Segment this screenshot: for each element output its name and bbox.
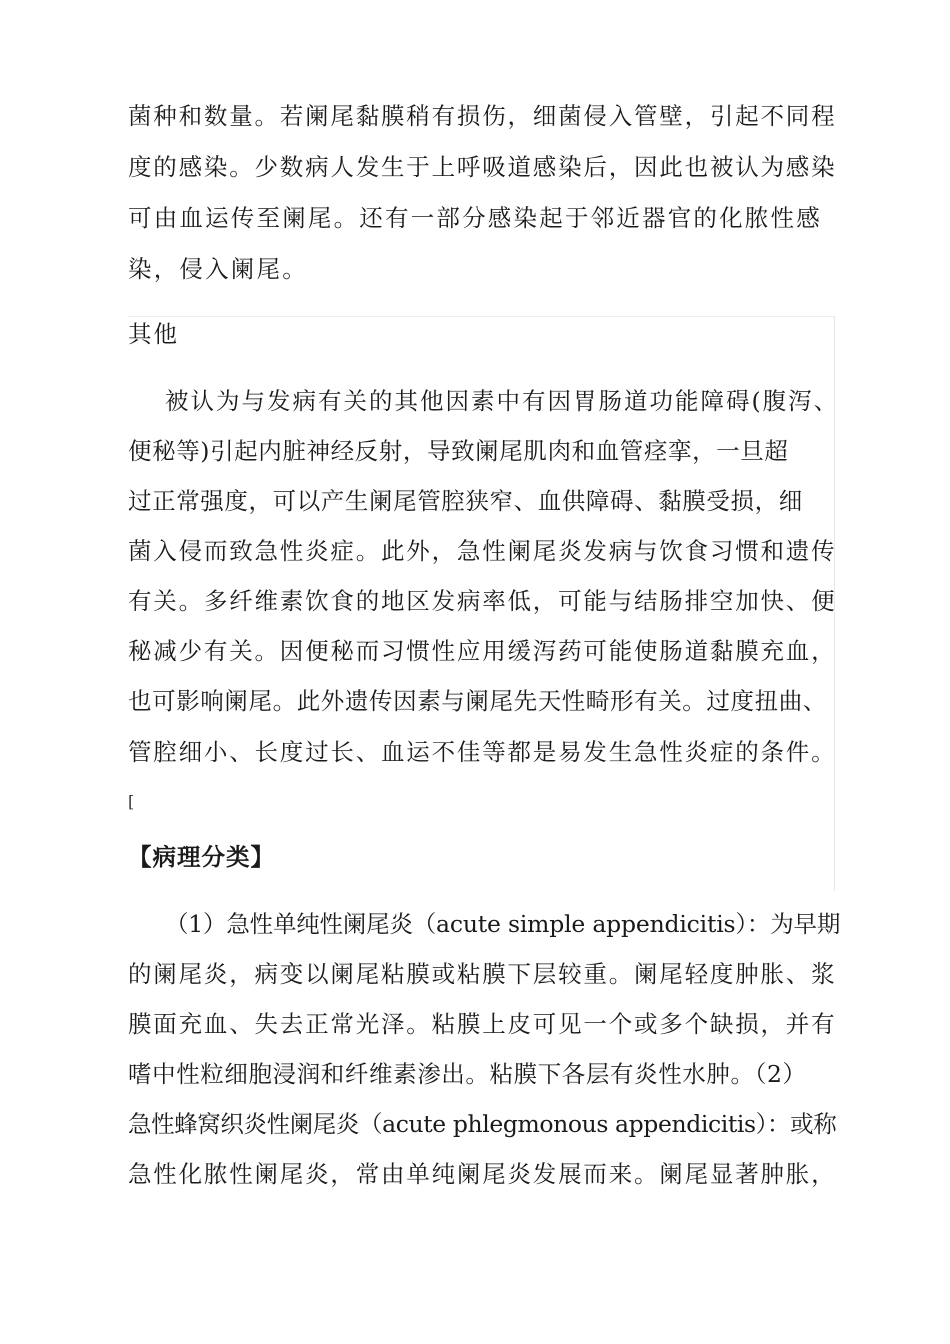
section-other-line-7: 也可影响阑尾。此外遗传因素与阑尾先天性畸形有关。过度扭曲、	[128, 687, 827, 715]
section-other-line-2: 便秘等)引起内脏神经反射，导致阑尾肌肉和血管痉挛，一旦超	[128, 437, 789, 465]
section-other-line-8: 管腔细小、长度过长、血运不佳等都是易发生急性炎症的条件。	[128, 738, 837, 766]
section-other-line-4: 菌入侵而致急性炎症。此外，急性阑尾炎发病与饮食习惯和遗传	[128, 537, 837, 565]
section-other-line-1: 被认为与发病有关的其他因素中有因胃肠道功能障碍(腹泻、	[165, 387, 840, 415]
section-pathology-line-3: 膜面充血、失去正常光泽。粘膜上皮可见一个或多个缺损，并有	[128, 1010, 837, 1038]
section-pathology-line-4: 嗜中性粒细胞浸润和纤维素渗出。粘膜下各层有炎性水肿。（2）	[128, 1060, 807, 1088]
paragraph-1-line-3: 可由血运传至阑尾。还有一部分感染起于邻近器官的化脓性感	[128, 204, 822, 232]
paragraph-1-line-1: 菌种和数量。若阑尾黏膜稍有损伤，细菌侵入管壁，引起不同程	[128, 102, 837, 130]
section-pathology-line-2: 的阑尾炎，病变以阑尾粘膜或粘膜下层较重。阑尾轻度肿胀、浆	[128, 960, 837, 988]
section-pathology-line-5: 急性蜂窝织炎性阑尾炎（acute phlegmonous appendicitis）：或称	[128, 1110, 837, 1138]
section-other-line-6: 秘减少有关。因便秘而习惯性应用缓泻药可能使肠道黏膜充血，	[128, 637, 837, 665]
section-other-title: 其他	[128, 320, 179, 348]
section-pathology-line-1: （1）急性单纯性阑尾炎（acute simple appendicitis）：为早期	[165, 910, 841, 938]
section-pathology-line-6: 急性化脓性阑尾炎，常由单纯阑尾炎发展而来。阑尾显著肿胀，	[128, 1160, 837, 1188]
paragraph-1-line-2: 度的感染。少数病人发生于上呼吸道感染后，因此也被认为感染	[128, 153, 837, 181]
section-other-line-3: 过正常强度，可以产生阑尾管腔狭窄、血供障碍、黏膜受损，细	[128, 487, 803, 515]
bracket-mark: [	[128, 792, 135, 811]
paragraph-1-line-4: 染，侵入阑尾。	[128, 255, 308, 283]
section-pathology-title: 【病理分类】	[128, 843, 275, 871]
section-other-line-5: 有关。多纤维素饮食的地区发病率低，可能与结肠排空加快、便	[128, 587, 837, 615]
section-frame-top	[128, 316, 835, 317]
